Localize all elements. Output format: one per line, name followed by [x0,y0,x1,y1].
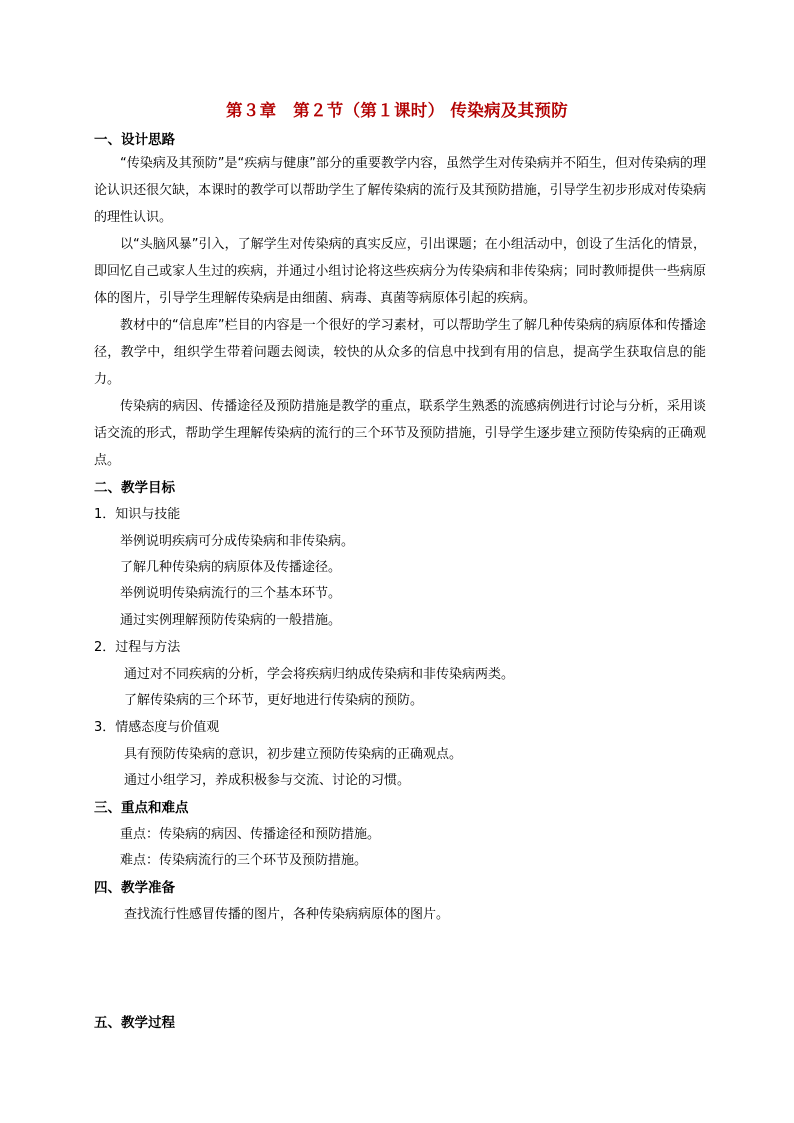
list-item: 通过小组学习，养成积极参与交流、讨论的习惯。 [124,773,411,788]
paragraph: 教材中的“信息库”栏目的内容是一个很好的学习素材，可以帮助学生了解几种传染病的病原体和传播途径，教学中，组织学生带着问题去阅读，较快的从众多的信息中找到有用的信息，提高学生获取信息的能力。 [94,318,706,387]
subheading-knowledge: 1．知识与技能 [94,507,181,522]
section-heading-preparation: 四、教学准备 [94,880,175,896]
design-paragraphs [94,150,706,474]
list-item: 举例说明传染病流行的三个基本环节。 [120,586,342,601]
subheading-attitude: 3．情感态度与价值观 [94,720,220,735]
section-heading-goals: 二、教学目标 [94,480,175,496]
list-item: 举例说明疾病可分成传染病和非传染病。 [120,534,355,549]
list-item: 难点：传染病流行的三个环节及预防措施。 [120,853,368,868]
list-item: 通过对不同疾病的分析，学会将疾病归纳成传染病和非传染病两类。 [124,667,515,682]
subheading-process: 2．过程与方法 [94,640,181,655]
list-item: 了解几种传染病的病原体及传播途径。 [120,560,342,575]
list-item: 重点：传染病的病因、传播途径和预防措施。 [120,827,381,842]
paragraph: “传染病及其预防”是“疾病与健康”部分的重要教学内容，虽然学生对传染病并不陌生，但对传染病的理论认识还很欠缺，本课时的教学可以帮助学生了解传染病的流行及其预防措施，引导学生初步形成对传染病的理性认识。 [94,156,706,225]
list-item: 查找流行性感冒传播的图片，各种传染病病原体的图片。 [124,907,450,922]
section-heading-key-points: 三、重点和难点 [94,800,189,816]
list-item: 了解传染病的三个环节，更好地进行传染病的预防。 [124,693,424,708]
section-heading-design: 一、设计思路 [94,132,175,148]
list-item: 具有预防传染病的意识，初步建立预防传染病的正确观点。 [124,747,463,762]
paragraph: 以“头脑风暴”引入，了解学生对传染病的真实反应，引出课题；在小组活动中，创设了生活化的情景，即回忆自己或家人生过的疾病，并通过小组讨论将这些疾病分为传染病和非传染病；同时教师提供一些病原体的图片，引导学生理解传染病是由细菌、病毒、真菌等病原体引起的疾病。 [94,237,706,306]
list-item: 通过实例理解预防传染病的一般措施。 [120,613,342,628]
section-heading-process: 五、教学过程 [94,1015,175,1031]
paragraph: 传染病的病因、传播途径及预防措施是教学的重点，联系学生熟悉的流感病例进行讨论与分析，采用谈话交流的形式，帮助学生理解传染病的流行的三个环节及预防措施，引导学生逐步建立预防传染病的正确观点。 [94,399,706,468]
document-title: 第３章 第２节（第１课时） 传染病及其预防 [225,101,569,120]
